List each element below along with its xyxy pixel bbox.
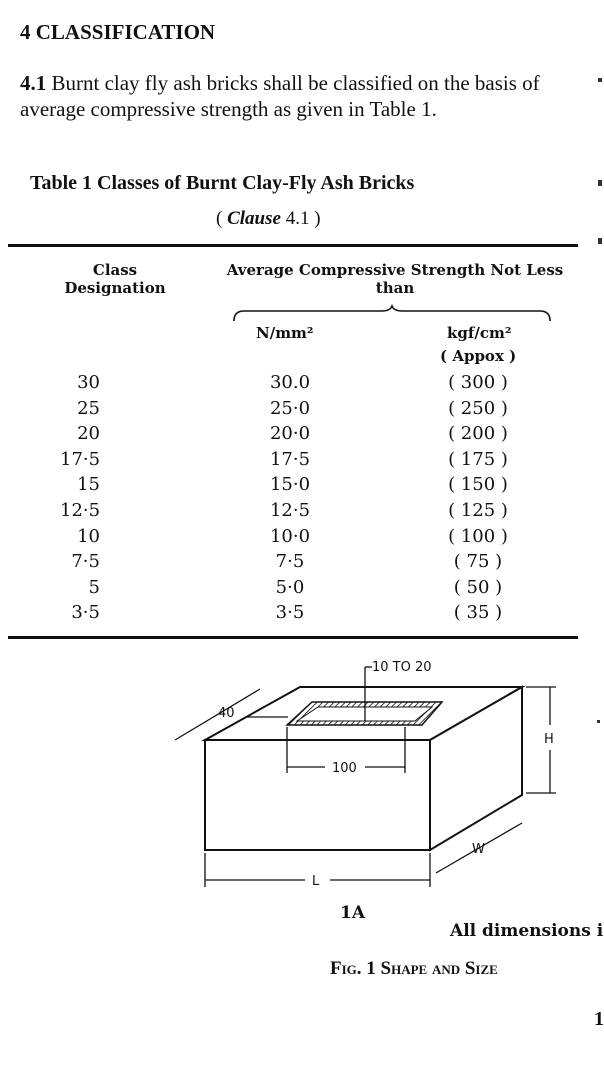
cell-kgf: ( 200 ) [448, 423, 508, 445]
cell-kgf: ( 100 ) [448, 525, 508, 547]
table-bottom-rule [8, 636, 578, 639]
cell-kgf: ( 175 ) [448, 448, 508, 470]
dim-40: 40 [218, 706, 235, 721]
cell-n-mm2: 30.0 [269, 372, 311, 393]
cell-kgf: ( 35 ) [453, 602, 503, 624]
scan-artifact [598, 180, 602, 186]
clause-label: Clause [227, 208, 281, 229]
unit-kgf-cm2: kgf/cm² [447, 324, 512, 342]
table-row [0, 474, 602, 500]
cell-class: 3·5 [71, 602, 100, 624]
header-brace [232, 305, 552, 323]
scan-artifact [597, 720, 600, 723]
table-row [0, 577, 602, 603]
dim-h: H [544, 732, 554, 747]
clause-ref: 4.1 [285, 208, 310, 229]
table-row [0, 449, 602, 475]
unit-approx: ( Appox ) [440, 347, 517, 365]
col-head-class: Class Designation [64, 261, 166, 297]
table-row [0, 372, 602, 398]
page-number: 1 [594, 1008, 604, 1030]
unit-n-mm2: N/mm² [256, 324, 314, 342]
cell-kgf: ( 300 ) [448, 372, 508, 393]
cell-kgf: ( 50 ) [453, 576, 503, 598]
cell-n-mm2: 7·5 [275, 551, 305, 573]
cell-class: 17·5 [60, 448, 101, 470]
table-top-rule [8, 244, 578, 247]
col-head-average: Average Compressive Strength Not Less than [226, 261, 564, 297]
cell-class: 25 [77, 397, 100, 419]
paragraph-text: Burnt clay fly ash bricks shall be classified on the basis of average compressive strength as given in Table 1. [20, 71, 540, 121]
cell-kgf: ( 150 ) [448, 474, 508, 496]
cell-n-mm2: 17·5 [269, 448, 311, 470]
brick-figure [160, 655, 580, 900]
cell-n-mm2: 3·5 [275, 602, 305, 624]
cell-n-mm2: 10·0 [269, 525, 311, 547]
table-row [0, 526, 602, 552]
cell-class: 20 [77, 423, 100, 445]
cell-n-mm2: 12·5 [269, 499, 311, 521]
table-row [0, 500, 602, 526]
table-row [0, 398, 602, 424]
cell-kgf: ( 75 ) [453, 551, 503, 573]
section-heading: 4 CLASSIFICATION [20, 20, 216, 44]
cell-kgf: ( 250 ) [448, 397, 508, 419]
cell-class: 7·5 [71, 551, 100, 573]
cell-class: 10 [77, 525, 100, 547]
cell-class: 5 [88, 576, 100, 598]
cell-kgf: ( 125 ) [448, 499, 508, 521]
scan-artifact [598, 78, 602, 82]
table-row [0, 551, 602, 577]
cell-n-mm2: 5·0 [275, 576, 305, 598]
figure-label-1a: 1A [340, 903, 366, 923]
paragraph-number: 4.1 [20, 71, 47, 95]
dim-l: L [312, 874, 320, 889]
cell-class: 30 [77, 372, 100, 393]
scan-artifact [598, 238, 602, 244]
section-paragraph [20, 70, 580, 122]
figure-caption: Fig. 1 Shape and Size [330, 958, 498, 979]
cell-n-mm2: 20·0 [269, 423, 311, 445]
dim-100: 100 [332, 761, 357, 776]
table-row [0, 423, 602, 449]
table-row [0, 602, 602, 628]
dim-w: W [472, 842, 485, 857]
cell-n-mm2: 25·0 [269, 397, 311, 419]
all-dimensions-note: All dimensions i [450, 921, 604, 941]
table-clause: ( Clause 4.1 ) [216, 208, 321, 229]
cell-n-mm2: 15·0 [269, 474, 311, 496]
table-caption: Table 1 Classes of Burnt Clay-Fly Ash Bricks [30, 172, 415, 194]
dim-frog-depth: 10 TO 20 [372, 660, 432, 675]
table-body [0, 372, 602, 628]
cell-class: 12·5 [60, 499, 101, 521]
cell-class: 15 [77, 474, 100, 496]
